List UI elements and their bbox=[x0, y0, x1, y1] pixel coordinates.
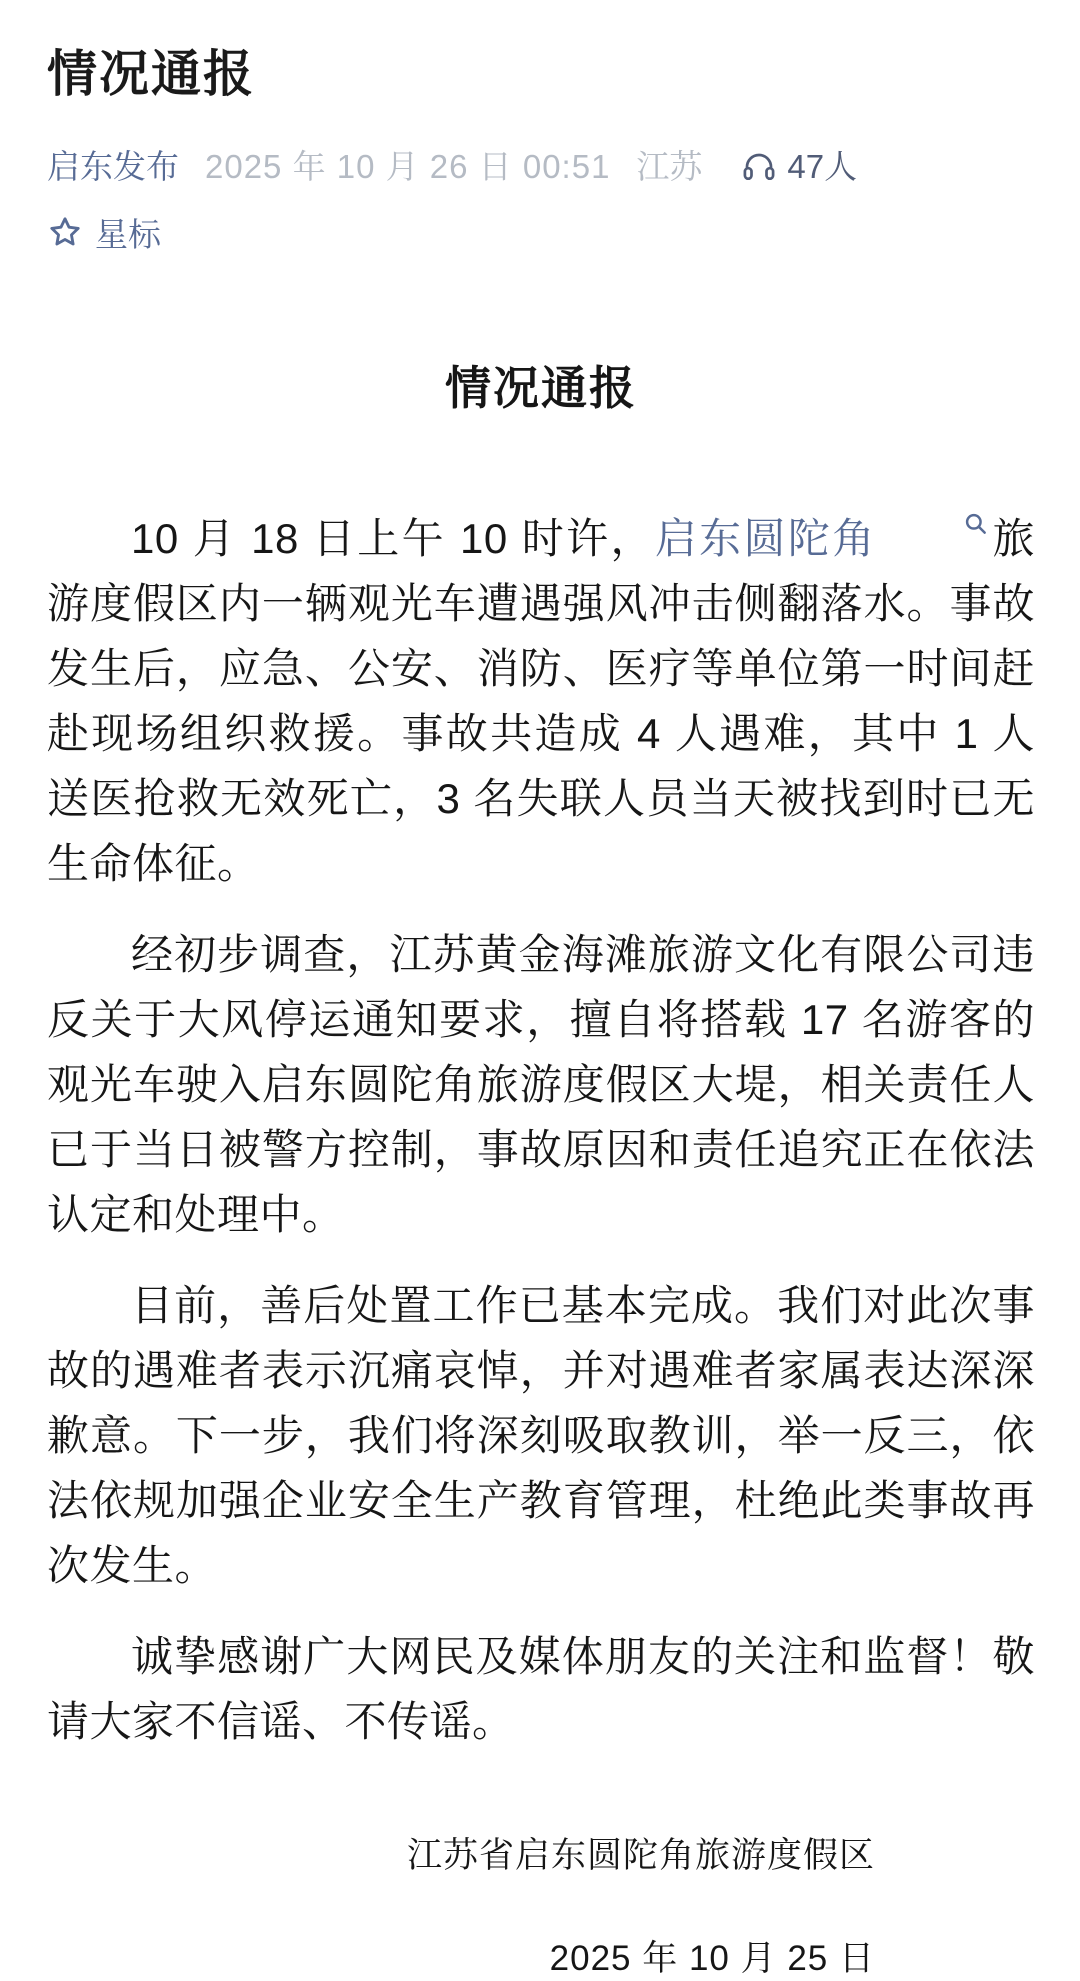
publish-region: 江苏 bbox=[636, 148, 703, 185]
signature-block bbox=[47, 1828, 1035, 1981]
signature-date: 2025 年 10 月 25 日 bbox=[549, 1938, 875, 1978]
paragraph-4: 诚挚感谢广大网民及媒体朋友的关注和监督！敬请大家不信谣、不传谣。 bbox=[47, 1632, 1035, 1745]
paragraph-1-pre: 10 月 18 日上午 10 时许， bbox=[131, 514, 655, 562]
star-button[interactable] bbox=[47, 209, 161, 256]
page-title: 情况通报 bbox=[47, 46, 255, 102]
listen-count-button[interactable] bbox=[740, 146, 857, 189]
star-label: 星标 bbox=[95, 215, 161, 253]
paragraph-3: 目前，善后处置工作已基本完成。我们对此次事故的遇难者表示沉痛哀悼，并对遇难者家属表达深深歉意。下一步，我们将深刻吸取教训，举一反三，依法依规加强企业安全生产教育管理，杜绝此类事故再次发生。 bbox=[47, 1281, 1035, 1589]
location-search-link[interactable] bbox=[655, 515, 991, 562]
star-icon bbox=[47, 214, 95, 250]
article-meta-row bbox=[47, 146, 1033, 189]
article-title: 情况通报 bbox=[445, 361, 637, 414]
paragraph-1 bbox=[47, 506, 1035, 896]
publish-datetime: 2025 年 10 月 26 日 00:51 bbox=[205, 148, 611, 185]
headphone-icon bbox=[740, 149, 787, 185]
location-search-link-text: 启东圆陀角 bbox=[654, 514, 877, 562]
article-body bbox=[0, 352, 1080, 1981]
listen-count-label: 47人 bbox=[787, 148, 858, 185]
search-icon bbox=[879, 511, 989, 537]
account-name-link[interactable]: 启东发布 bbox=[47, 148, 179, 185]
paragraph-2: 经初步调查，江苏黄金海滩旅游文化有限公司违反关于大风停运通知要求，擅自将搭载 17 名游客的观光车驶入启东圆陀角旅游度假区大堤，相关责任人已于当日被警方控制，事故原因和责任追究正在依法认定和处理中。 bbox=[47, 930, 1035, 1238]
signature-org: 江苏省启东圆陀角旅游度假区 bbox=[406, 1835, 875, 1875]
paragraph-1-post: 旅游度假区内一辆观光车遭遇强风冲击侧翻落水。事故发生后，应急、公安、消防、医疗等单位第一时间赶赴现场组织救援。事故共造成 4 人遇难，其中 1 人送医抢救无效死亡，3 名失联人员当天被找到时已无生命体征。 bbox=[47, 514, 1035, 887]
